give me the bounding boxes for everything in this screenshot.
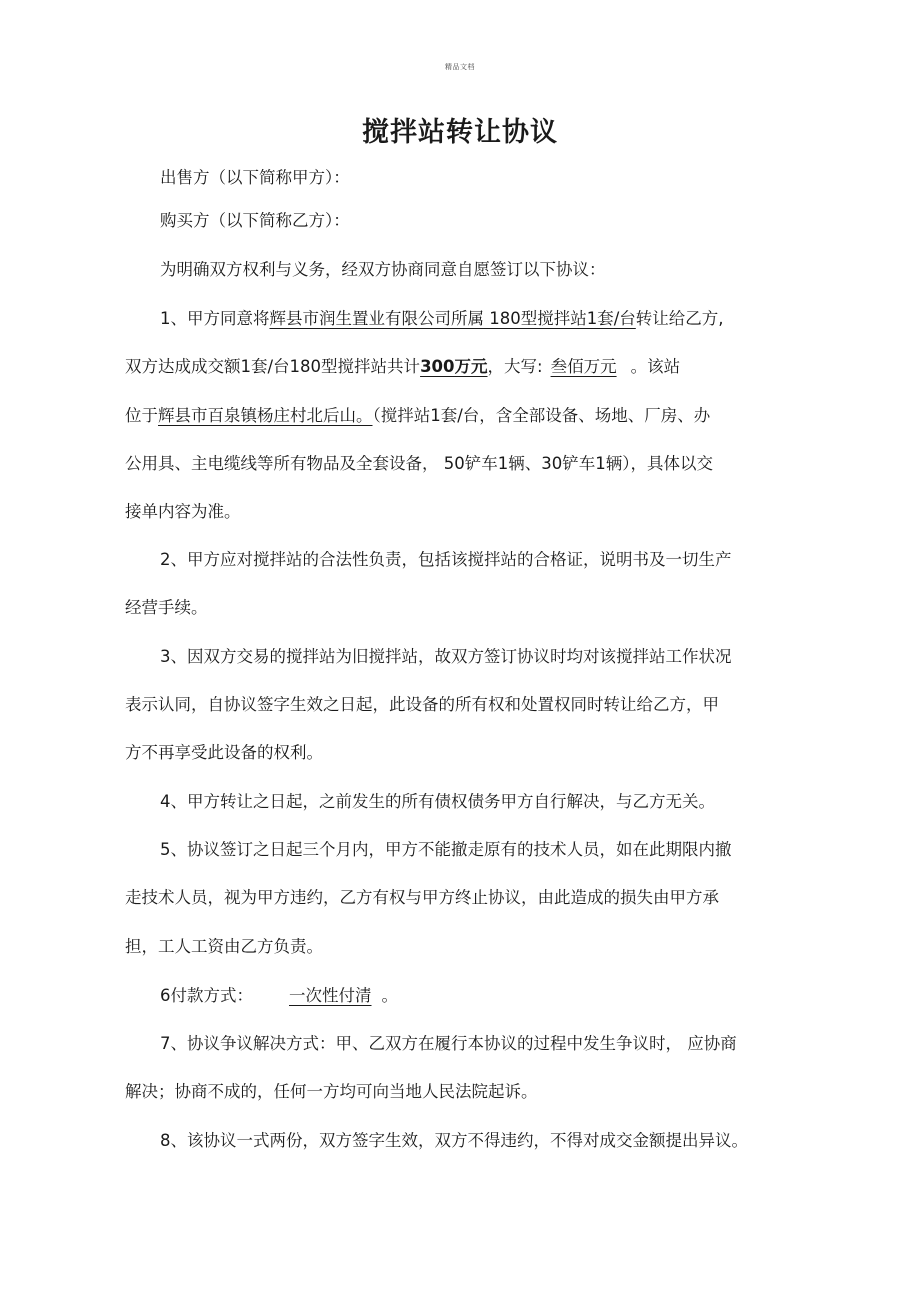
clause-2-line-2: 经营手续。	[125, 598, 208, 617]
buyer-label: 购买方（以下简称乙方）：	[160, 211, 350, 230]
clause-2-line-1: 2、甲方应对搅拌站的合法性负责，包括该搅拌站的合格证，说明书及一切生产	[160, 550, 732, 569]
clause-1-line-5: 接单内容为准。	[125, 502, 241, 521]
clause-1-text: 1、甲方同意将	[160, 309, 270, 328]
clause-3-line-3: 方不再享受此设备的权利。	[125, 743, 323, 762]
clause-1-text: 双方达成成交额1套/台180型搅拌站共计	[125, 357, 421, 376]
clause-5-line-1: 5、协议签订之日起三个月内，甲方不能撤走原有的技术人员，如在此期限内撤	[160, 840, 732, 859]
seller-label: 出售方（以下简称甲方）：	[160, 168, 350, 187]
clause-1-amount: 300万元	[420, 357, 488, 376]
clause-1-text: 位于	[125, 406, 158, 425]
payment-method: 一次性付清	[289, 986, 372, 1005]
clause-6-line-1	[160, 984, 398, 1008]
clause-3-line-1: 3、因双方交易的搅拌站为旧搅拌站，故双方签订协议时均对该搅拌站工作状况	[160, 647, 732, 666]
header-note: 精品文档	[445, 63, 475, 71]
clause-1-text: 。该站	[630, 357, 681, 376]
clause-1-location: 辉县市百泉镇杨庄村北后山。	[158, 406, 373, 425]
clause-1-text: 转让给乙方,	[635, 309, 724, 328]
clause-1-amount-words: 叁佰万元	[550, 357, 617, 376]
clause-7-line-2: 解决；协商不成的，任何一方均可向当地人民法院起诉。	[125, 1082, 538, 1101]
clause-1-line-2	[125, 355, 680, 379]
intro-text: 为明确双方权利与义务，经双方协商同意自愿签订以下协议：	[160, 260, 606, 279]
payment-label: 6付款方式：	[160, 986, 253, 1005]
clause-1-line-4: 公用具、主电缆线等所有物品及全套设备， 50铲车1辆、30铲车1辆），具体以交	[125, 454, 713, 473]
clause-1-text: ，大写:	[487, 357, 543, 376]
clause-5-line-2: 走技术人员，视为甲方违约，乙方有权与甲方终止协议，由此造成的损失由甲方承	[125, 888, 719, 907]
clause-1-line-3	[125, 404, 710, 428]
payment-end: 。	[381, 986, 398, 1005]
clause-8-line-1: 8、该协议一式两份，双方签字生效，双方不得违约，不得对成交金额提出异议。	[160, 1131, 748, 1150]
clause-5-line-3: 担，工人工资由乙方负责。	[125, 937, 323, 956]
clause-1-line-1	[160, 307, 724, 331]
clause-7-line-1: 7、协议争议解决方式：甲、乙双方在履行本协议的过程中发生争议时， 应协商	[160, 1034, 737, 1053]
clause-1-company-item: 辉县市润生置业有限公司所属 180型搅拌站1套/台	[269, 309, 636, 328]
clause-4-line-1: 4、甲方转让之日起，之前发生的所有债权债务甲方自行解决，与乙方无关。	[160, 792, 715, 811]
clause-3-line-2: 表示认同，自协议签字生效之日起，此设备的所有权和处置权同时转让给乙方，甲	[125, 695, 719, 714]
clause-1-text: （搅拌站1套/台，含全部设备、场地、厂房、办	[372, 406, 711, 425]
document-title: 搅拌站转让协议	[362, 117, 558, 148]
